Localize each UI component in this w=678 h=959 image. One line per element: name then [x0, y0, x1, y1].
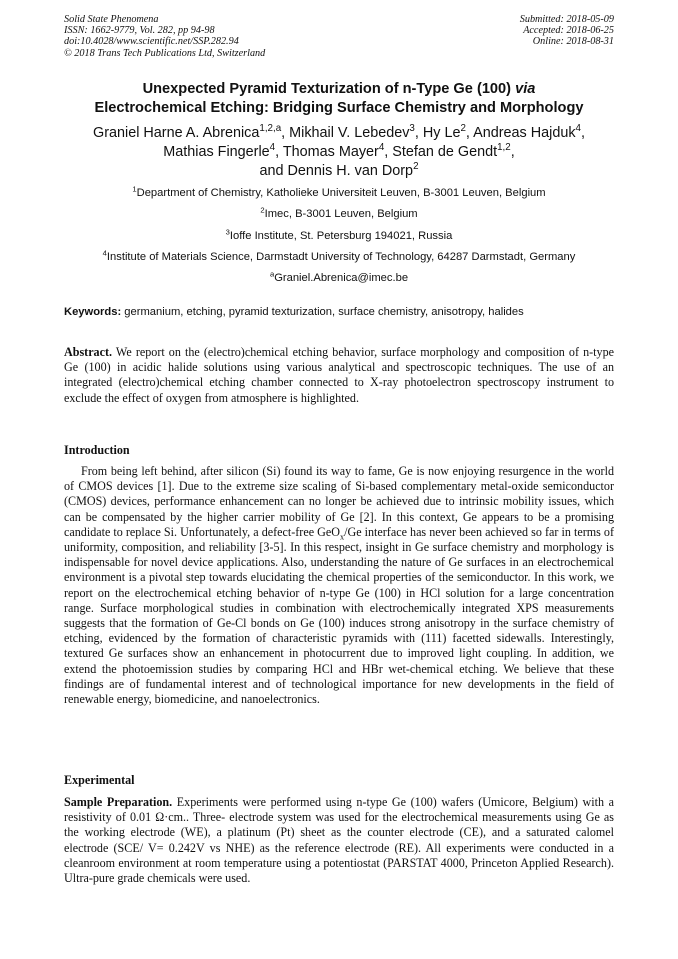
- journal-issn: ISSN: 1662-9779, Vol. 282, pp 94-98: [64, 25, 215, 37]
- author-name: , Stefan de Gendt: [384, 144, 498, 160]
- affiliation: $^2$Imec, B-3001 Leuven, Belgium: [260, 205, 418, 220]
- author-name: , Andreas Hajduk: [465, 125, 576, 141]
- journal-header-left: [64, 14, 265, 59]
- abstract: Abstract. We report on the (electro)chemical etching behavior, surface morphology and composition of n-type Ge (100) in acidic halide solutions using various analytical and spectroscopic techniques. The use of an integrated (electro)chemical etching chamber connected to X-ray photoelectron spectroscopy instrument to exclude the effect of oxygen from atmosphere is highlighted.: [64, 345, 614, 405]
- introduction-paragraph: From being left behind, after silicon (Si) found its way to fame, Ge is now enjoying resurgence in the world of CMOS devices [1]. Due to the extreme size scaling of Si-based complementary metal-oxide semiconductor (CMOS) devices, performance enhancement can no longer be achieved due to intrinsic mobility issues, which can be compensated by the higher carrier mobility of Ge [2]. In this context, Ge appears to be a promising candidate to replace Si. Unfortunately, a defect-free GeO$_x$/Ge interface has never been achieved so far in terms of uniformity, composition, and reliability [3-5]. In this respect, insight in Ge surface chemistry and morphology is indispensable for novel device applications. Also, understanding the nature of Ge surfaces in an electrochemical environment is a pivotal step towards elucidating the chemical properties of the semiconductor. In this work, we report on the electrochemical etching behavior of n-type Ge (100) in HCl solution for a large concentration range. Surface morphological studies in combination with electrochemically integrated XPS measurements suggests that the formation of Ge-Cl bonds on Ge (100) induces strong anisotropy in the surface chemistry of etching, evidenced by the formation of characteristic pyramids with (111) facetted sidewalls. Interestingly, textured Ge surfaces show an enhancement in photocurrent due to improved light coupling. In addition, we extend the photoemission studies by comparing HCl and HBr wet-chemical etching. We believe that these findings are of fundamental interest and of technological importance for new developments in the field of renewable energy, biomedicine, and nanoelectronics.: [64, 464, 614, 707]
- experimental-paragraph: Sample Preparation. Experiments were performed using n-type Ge (100) wafers (Umicore, Belgium) with a resistivity of 0.01 Ω·cm.. Three- electrode system was used for the electrochemical measurements using Ge as the working electrode (WE), a platinum (Pt) sheet as the counter electrode (CE), and a saturated calomel electrode (SCE/ V= 0.242V vs NHE) as the reference electrode (RE). All experiments were conducted in a cleanroom environment at room temperature using a potentiostat (PARSTAT 4000, Princeton Applied Research). Ultra-pure grade chemicals were used.: [64, 795, 614, 886]
- author-name: Mathias Fingerle: [163, 144, 270, 160]
- author-name: Graniel Harne A. Abrenica: [93, 125, 260, 141]
- affiliation: $^3$Ioffe Institute, St. Petersburg 194021, Russia: [225, 227, 453, 242]
- keywords: Keywords: germanium, etching, pyramid texturization, surface chemistry, anisotropy, halides: [64, 306, 524, 318]
- online-date: Online: 2018-08-31: [532, 36, 614, 48]
- journal-name: Solid State Phenomena: [64, 14, 159, 25]
- journal-header-right: [520, 14, 614, 48]
- journal-doi: doi:10.4028/www.scientific.net/SSP.282.94: [64, 36, 239, 48]
- corresponding-email: $^a$Graniel.Abrenica@imec.be: [269, 269, 409, 284]
- accepted-date: Accepted: 2018-06-25: [523, 25, 614, 37]
- author-name: , Mikhail V. Lebedev: [281, 125, 410, 141]
- author-name: , Hy Le: [414, 125, 461, 141]
- affiliation: $^1$Department of Chemistry, Katholieke Universiteit Leuven, B-3001 Leuven, Belgium: [132, 184, 546, 199]
- author-list: Graniel Harne A. Abrenica$^{1,2,a}$, Mikhail V. Lebedev$^3$, Hy Le$^2$, Andreas Hajduk$^4$, Mathias Fingerle$^4$, Thomas Mayer$^4$, Stefan de Gendt$^{1,2}$, and Dennis H. van Dorp$^2$: [93, 123, 585, 179]
- journal-copyright: © 2018 Trans Tech Publications Ltd, Switzerland: [64, 47, 266, 59]
- section-heading-introduction: Introduction: [64, 443, 130, 457]
- submitted-date: Submitted: 2018-05-09: [519, 14, 614, 25]
- section-heading-experimental: Experimental: [64, 773, 135, 787]
- paper-title: Unexpected Pyramid Texturization of n-Type Ge (100) via Electrochemical Etching: Bridging Surface Chemistry and Morphology: [94, 81, 584, 116]
- affiliation: $^4$Institute of Materials Science, Darmstadt University of Technology, 64287 Darmstadt, Germany: [102, 248, 576, 263]
- author-name: and Dennis H. van Dorp: [259, 163, 414, 179]
- author-name: , Thomas Mayer: [275, 144, 379, 160]
